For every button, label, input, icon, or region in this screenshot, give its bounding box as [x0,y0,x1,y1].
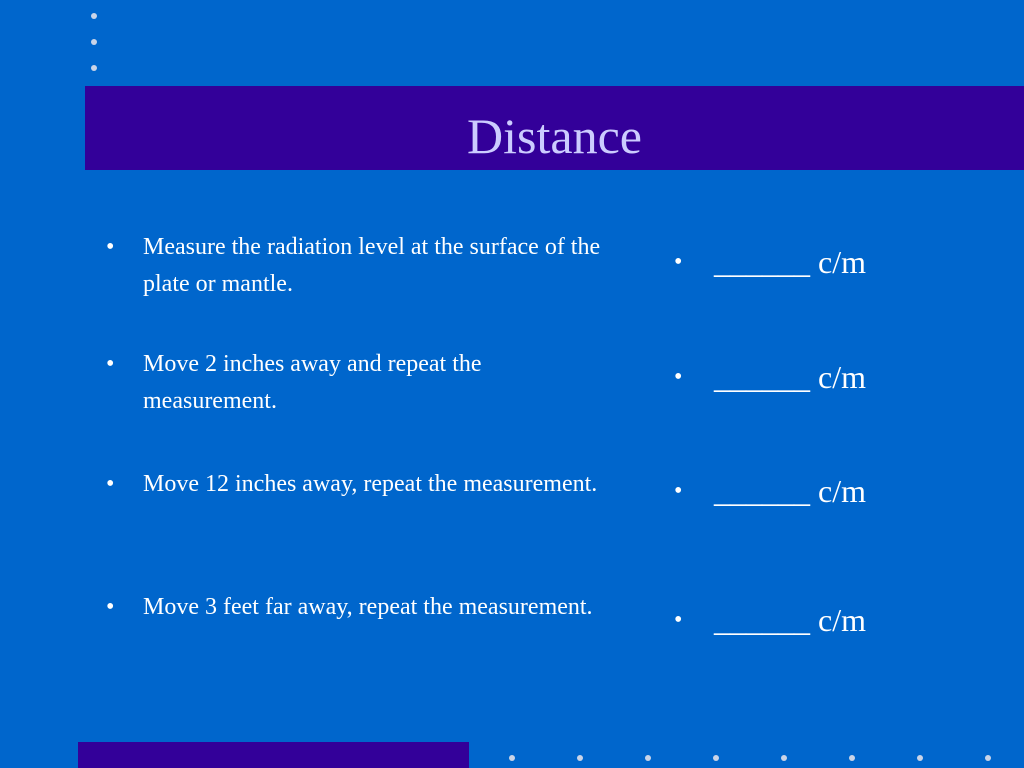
list-item [106,466,606,503]
bullet-glyph: • [106,594,115,620]
list-item [106,229,606,303]
list-item-text: Measure the radiation level at the surface of the plate or mantle. [143,234,601,297]
decor-dot [509,755,515,761]
title-band [85,86,1024,170]
decor-dot [577,755,583,761]
bullet-glyph: • [674,364,683,390]
list-item-text: Move 3 feet far away, repeat the measurement. [143,594,593,620]
bullet-glyph: • [674,607,683,633]
bullet-glyph: • [106,234,115,260]
bullet-glyph: • [674,249,683,275]
decor-dot [91,39,97,45]
list-item [674,355,1014,399]
list-item-text: Move 12 inches away, repeat the measurement. [143,471,598,497]
list-item [106,589,606,626]
answer-blank: ______ c/m [714,359,866,395]
decor-dot [781,755,787,761]
decor-dot [645,755,651,761]
decor-dot [91,13,97,19]
answer-blank: ______ c/m [714,473,866,509]
decor-dot [985,755,991,761]
answer-blank: ______ c/m [714,244,866,280]
decor-dot [917,755,923,761]
slide-title: Distance [467,108,642,164]
answer-blank: ______ c/m [714,602,866,638]
decor-dot [849,755,855,761]
bullet-glyph: • [674,478,683,504]
bullet-glyph: • [106,351,115,377]
list-item [106,346,606,420]
bottom-band [78,742,469,768]
decor-dot [713,755,719,761]
list-item [674,598,1014,642]
list-item [674,240,1014,284]
bullet-glyph: • [106,471,115,497]
list-item [674,469,1014,513]
list-item-text: Move 2 inches away and repeat the measurement. [143,351,482,414]
decor-dot [91,65,97,71]
